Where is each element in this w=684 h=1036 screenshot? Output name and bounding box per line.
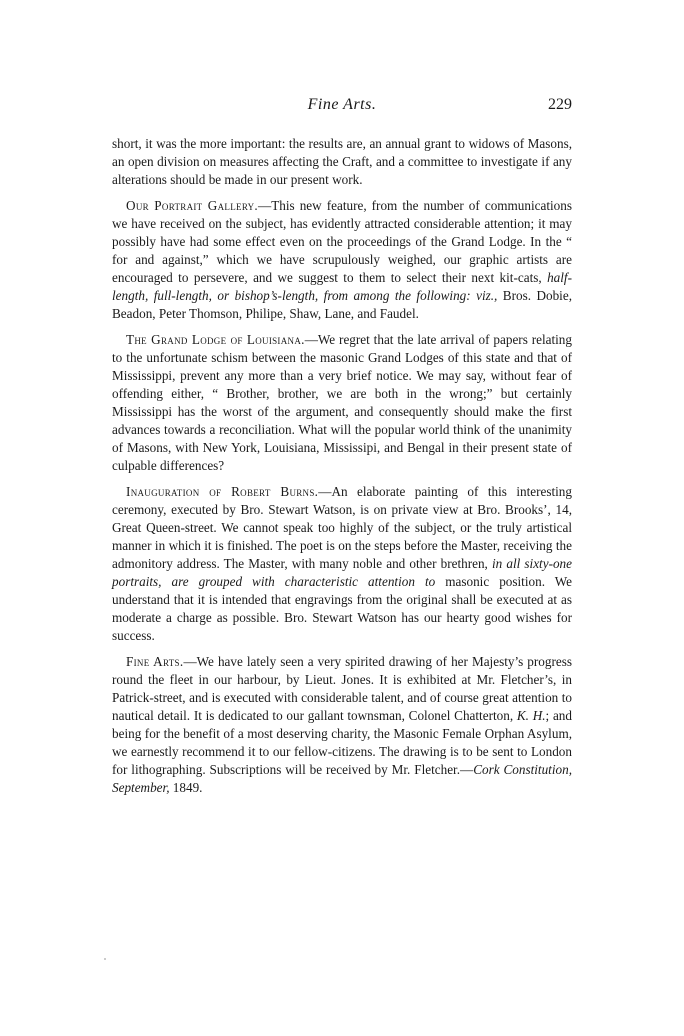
paragraph-text: masonic position. We understand that it is intended that engravings from the original shall be executed at as moderate a charge as possible. Bro. Stewart Watson has our hearty good wishes for success. xyxy=(112,574,573,643)
source-citation: Cork Constitution, September, xyxy=(112,762,572,795)
paragraph-italic-text: K. H. xyxy=(516,708,546,723)
citation-year: 1849. xyxy=(169,780,203,795)
section-heading: Fine Arts. xyxy=(126,654,184,669)
paragraph-text: —We regret that the late arrival of papers relating to the unfortunate schism between the masonic Grand Lodges of this state and that of Mississippi, prevent any more than a very brief notice. We may say, without fear of offending either, “ Brother, brother, we are both in the wrong;” but certainly Mississippi has the worst of the argument, and consequently should make the first advances towards a reconciliation. What will the popular world think of the unanimity of Masons, with New York, Louisiana, Mississipi, and Bengal in their present state of culpable differences? xyxy=(112,332,572,473)
section-heading: The Grand Lodge of Louisiana. xyxy=(126,332,305,347)
paragraph-italic-text: half-length, full-length, or bishop’s-length, from among the following: viz., xyxy=(112,270,572,303)
paragraph-text: —We have lately seen a very spirited drawing of her Majesty’s progress round the fleet in our harbour, by Lieut. Jones. It is exhibited at Mr. Fletcher’s, in Patrick-street, and is executed with considerable talent, and of course great attention to nautical detail. It is dedicated to our gallant townsman, Colonel Chatterton, xyxy=(112,654,572,723)
paragraph-continuation xyxy=(112,135,572,189)
running-head xyxy=(112,96,572,122)
paragraph-portrait-gallery xyxy=(112,197,572,323)
page-number: 229 xyxy=(548,96,572,113)
paragraph-inauguration-burns xyxy=(112,483,572,645)
paragraph-text: Bros. Dobie, Beadon, Peter Thomson, Philipe, Shaw, Lane, and Faudel. xyxy=(112,288,572,321)
running-title: Fine Arts. xyxy=(307,96,377,113)
paragraph-text: ; and being for the benefit of a most deserving charity, the Masonic Female Orphan Asylum, we earnestly recommend it to our fellow-citizens. The drawing is to be sent to London for lithographing. Subscriptions will be received by Mr. Fletcher.— xyxy=(112,708,572,777)
paragraph-italic-text: in all sixty-one portraits, are grouped with characteristic attention to xyxy=(112,556,572,589)
print-speck xyxy=(104,958,106,960)
section-heading: Our Portrait Gallery. xyxy=(126,198,259,213)
paragraph-text: short, it was the more important: the results are, an annual grant to widows of Masons, an open division on measures affecting the Craft, and a committee to investigate if any alterations should be made in our present work. xyxy=(112,136,572,187)
paragraph-text: —This new feature, from the number of communications we have received on the subject, has evidently attracted considerable attention; it may possibly have had some effect even on the proceedings of the Grand Lodge. In the “ for and against,” which we have scrupulously weighed, our graphic artists are encouraged to persevere, and we suggest to them to select their next kit-cats, xyxy=(112,198,573,285)
paragraph-text: —An elaborate painting of this interesting ceremony, executed by Bro. Stewart Watson, is on private view at Bro. Brooks’, 14, Great Queen-street. We cannot speak too highly of the subject, or the truly artistical manner in which it is finished. The poet is on the steps before the Master, receiving the admonitory address. The Master, with many noble and other brethren, xyxy=(112,484,572,571)
paragraph-grand-lodge-louisiana xyxy=(112,331,572,475)
body-text xyxy=(112,135,572,805)
section-heading: Inauguration of Robert Burns. xyxy=(126,484,319,499)
paragraph-fine-arts xyxy=(112,653,572,797)
